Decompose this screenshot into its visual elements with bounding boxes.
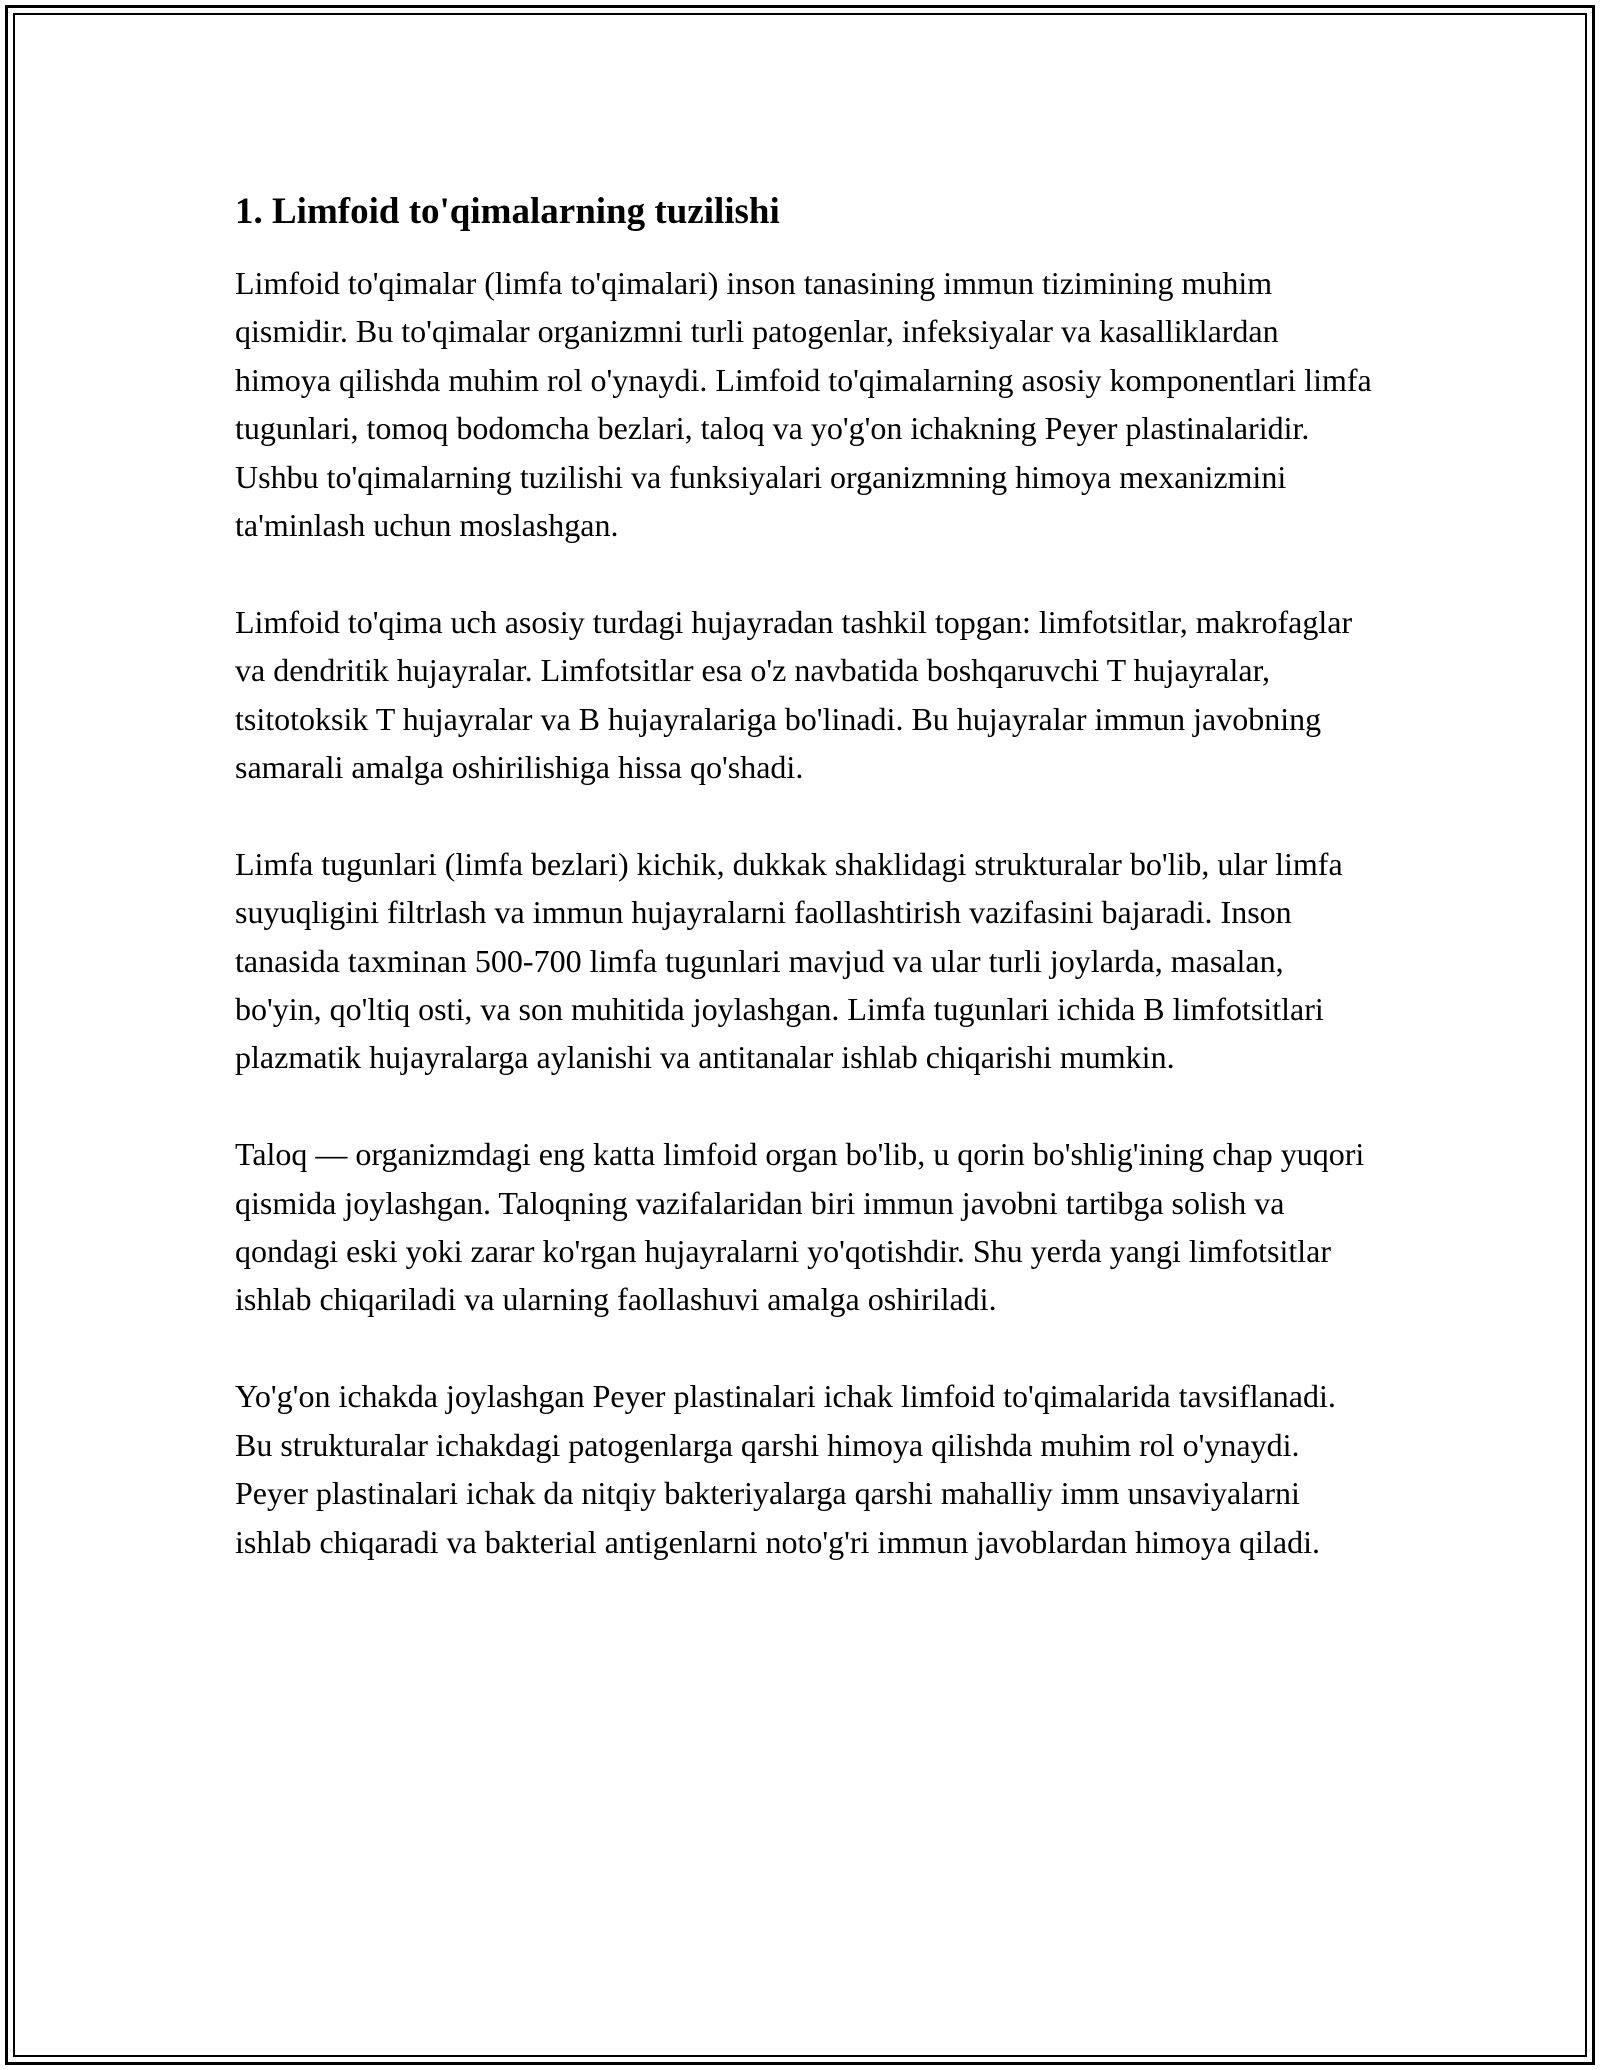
- paragraph-intro: Limfoid to'qimalar (limfa to'qimalari) inson tanasining immun tizimining muhim qismidir. Bu to'qimalar organizmni turli patogenlar, infeksiyalar va kasalliklardan himoya qilishda muhim rol o'ynaydi. Limfoid to'qimalarning asosiy komponentlari limfa tugunlari, tomoq bodomcha bezlari, taloq va yo'g'on ichakning Peyer plastinalaridir. Ushbu to'qimalarning tuzilishi va funksiyalari organizmning himoya mexanizmini ta'minlash uchun moslashgan.: [235, 265, 1372, 544]
- paragraph-lymph-nodes: Limfa tugunlari (limfa bezlari) kichik, dukkak shaklidagi strukturalar bo'lib, ular limfa suyuqligini filtrlash va immun hujayralarni faollashtirish vazifasini bajaradi. Inson tanasida taxminan 500-700 limfa tugunlari mavjud va ular turli joylarda, masalan, bo'yin, qo'ltiq osti, va son muhitida joylashgan. Limfa tugunlari ichida B limfotsitlari plazmatik hujayralarga aylanishi va antitanalar ishlab chiqarishi mumkin.: [235, 845, 1343, 1076]
- section-heading: 1. Limfoid to'qimalarning tuzilishi: [235, 191, 780, 232]
- document-body: [235, 188, 1375, 1614]
- paragraph-peyer-patches: Yo'g'on ichakda joylashgan Peyer plastinalari ichak limfoid to'qimalarida tavsiflanadi. Bu strukturalar ichakdagi patogenlarga qarshi himoya qilishda muhim rol o'ynaydi. Peyer plastinalari ichak da nitqiy bakteriyalarga qarshi mahalliy imm unsaviyalarni ishlab chiqaradi va bakterial antigenlarni noto'g'ri immun javoblardan himoya qiladi.: [235, 1378, 1336, 1560]
- paragraph-spleen: Taloq — organizmdagi eng katta limfoid organ bo'lib, u qorin bo'shlig'ining chap yuqori qismida joylashgan. Taloqning vazifalaridan biri immun javobni tartibga solish va qondagi eski yoki zarar ko'rgan hujayralarni yo'qotishdir. Shu yerda yangi limfotsitlar ishlab chiqariladi va ularning faollashuvi amalga oshiriladi.: [235, 1136, 1365, 1318]
- paragraph-cell-types: Limfoid to'qima uch asosiy turdagi hujayradan tashkil topgan: limfotsitlar, makrofaglar va dendritik hujayralar. Limfotsitlar esa o'z navbatida boshqaruvchi T hujayralar, tsitotoksik T hujayralar va B hujayralariga bo'linadi. Bu hujayralar immun javobning samarali amalga oshirilishiga hissa qo'shadi.: [235, 603, 1353, 786]
